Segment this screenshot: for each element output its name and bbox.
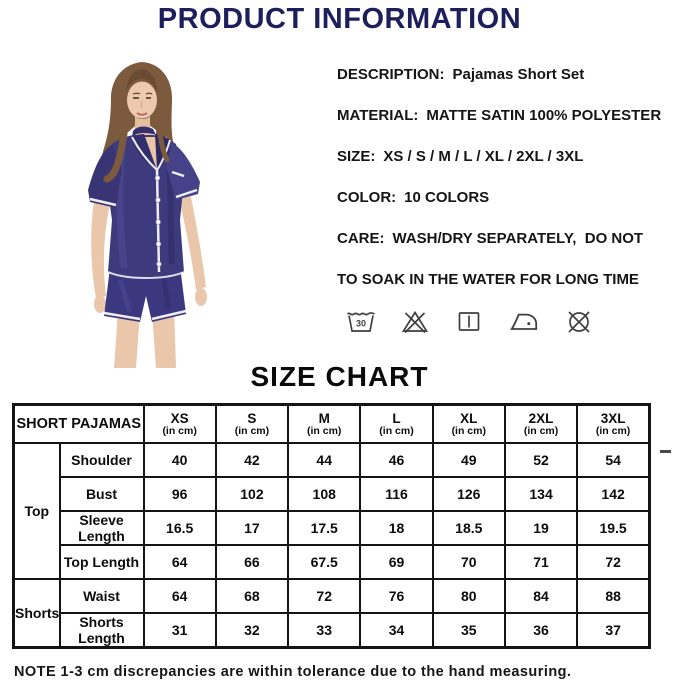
table-cell: 116 bbox=[360, 477, 432, 511]
detail-care bbox=[337, 230, 675, 271]
table-cell: 126 bbox=[433, 477, 505, 511]
corner-header: SHORT PAJAMAS bbox=[14, 405, 144, 444]
table-cell: 18 bbox=[360, 511, 432, 545]
table-cell: 88 bbox=[577, 579, 649, 613]
detail-description bbox=[337, 66, 675, 107]
unit-label: (in cm) bbox=[162, 424, 197, 437]
size-label: L bbox=[392, 410, 401, 426]
wash-temp-label: 30 bbox=[355, 318, 367, 329]
table-cell: 44 bbox=[288, 443, 360, 477]
table-cell: 19 bbox=[505, 511, 577, 545]
drip-dry-icon bbox=[453, 304, 485, 338]
table-cell: 84 bbox=[505, 579, 577, 613]
row-label: Shorts Length bbox=[60, 613, 144, 648]
table-cell: 17 bbox=[216, 511, 288, 545]
size-label: S bbox=[247, 410, 257, 426]
unit-label: (in cm) bbox=[379, 424, 414, 437]
table-cell: 42 bbox=[216, 443, 288, 477]
unit-label: (in cm) bbox=[595, 424, 631, 437]
detail-label: MATERIAL: bbox=[337, 107, 419, 124]
detail-size bbox=[337, 148, 675, 189]
left-hand bbox=[94, 295, 106, 313]
table-cell: 69 bbox=[360, 545, 432, 579]
pajama-model-illustration bbox=[60, 50, 330, 370]
table-cell: 67.5 bbox=[288, 545, 360, 579]
size-label: 2XL bbox=[528, 410, 554, 426]
button bbox=[156, 220, 161, 225]
table-row bbox=[14, 579, 650, 613]
table-cell: 37 bbox=[577, 613, 649, 648]
table-cell: 31 bbox=[144, 613, 216, 648]
size-chart-heading: SIZE CHART bbox=[250, 361, 429, 392]
detail-label: SIZE: bbox=[337, 148, 376, 165]
right-hand bbox=[195, 288, 207, 306]
size-label: 3XL bbox=[600, 410, 626, 426]
unit-label: (in cm) bbox=[307, 424, 342, 437]
size-label: XS bbox=[170, 410, 189, 426]
table-cell: 72 bbox=[577, 545, 649, 579]
detail-color bbox=[337, 189, 675, 230]
detail-material bbox=[337, 107, 675, 148]
stray-dash-mark bbox=[660, 450, 671, 453]
detail-value: XS / S / M / L / XL / 2XL / 3XL bbox=[383, 148, 584, 165]
iron-icon bbox=[507, 304, 541, 338]
detail-label: DESCRIPTION: bbox=[337, 66, 445, 83]
table-row bbox=[14, 443, 650, 477]
col-header-xs bbox=[144, 405, 216, 444]
table-cell: 108 bbox=[288, 477, 360, 511]
group-shorts: Shorts bbox=[14, 579, 60, 648]
table-cell: 52 bbox=[505, 443, 577, 477]
detail-value: Pajamas Short Set bbox=[452, 66, 585, 83]
left-forearm bbox=[91, 200, 110, 298]
table-row bbox=[14, 511, 650, 545]
button bbox=[156, 198, 161, 203]
row-label: Waist bbox=[60, 579, 144, 613]
iron-dot bbox=[527, 322, 530, 325]
unit-label: (in cm) bbox=[234, 424, 270, 437]
size-chart-table bbox=[12, 403, 651, 649]
table-cell: 19.5 bbox=[577, 511, 649, 545]
table-cell: 80 bbox=[433, 579, 505, 613]
table-cell: 54 bbox=[577, 443, 649, 477]
detail-label: COLOR: bbox=[337, 189, 397, 206]
col-header-2xl bbox=[505, 405, 577, 444]
detail-value: MATTE SATIN 100% POLYESTER bbox=[426, 107, 662, 124]
button bbox=[155, 176, 160, 181]
table-row bbox=[14, 613, 650, 648]
col-header-3xl bbox=[577, 405, 649, 444]
model-photo bbox=[60, 50, 330, 370]
table-header-row bbox=[14, 405, 650, 444]
table-cell: 68 bbox=[216, 579, 288, 613]
table-cell: 66 bbox=[216, 545, 288, 579]
table-cell: 33 bbox=[288, 613, 360, 648]
table-cell: 32 bbox=[216, 613, 288, 648]
table-cell: 96 bbox=[144, 477, 216, 511]
table-cell: 134 bbox=[505, 477, 577, 511]
row-label: Sleeve Length bbox=[60, 511, 144, 545]
detail-label: CARE: bbox=[337, 230, 385, 247]
detail-value: WASH/DRY SEPARATELY, DO NOT bbox=[392, 230, 644, 247]
table-cell: 40 bbox=[144, 443, 216, 477]
table-cell: 64 bbox=[144, 579, 216, 613]
right-forearm bbox=[178, 192, 206, 290]
table-cell: 16.5 bbox=[144, 511, 216, 545]
table-cell: 18.5 bbox=[433, 511, 505, 545]
table-cell: 102 bbox=[216, 477, 288, 511]
tolerance-note: NOTE 1-3 cm discrepancies are within tolerance due to the hand measuring. bbox=[14, 664, 572, 680]
row-label: Bust bbox=[60, 477, 144, 511]
do-not-dry-clean-icon bbox=[563, 304, 595, 338]
table-cell: 36 bbox=[505, 613, 577, 648]
do-not-bleach-icon bbox=[399, 304, 431, 338]
table-cell: 34 bbox=[360, 613, 432, 648]
care-symbols bbox=[345, 303, 595, 339]
product-details bbox=[337, 66, 675, 312]
table-cell: 70 bbox=[433, 545, 505, 579]
col-header-s bbox=[216, 405, 288, 444]
table-cell: 49 bbox=[433, 443, 505, 477]
wash-30-icon bbox=[345, 304, 377, 338]
table-cell: 17.5 bbox=[288, 511, 360, 545]
table-row bbox=[14, 477, 650, 511]
page-title: PRODUCT INFORMATION bbox=[157, 3, 522, 35]
table-row bbox=[14, 545, 650, 579]
group-top: Top bbox=[14, 443, 60, 579]
row-label: Shoulder bbox=[60, 443, 144, 477]
detail-value: 10 COLORS bbox=[404, 189, 490, 206]
unit-label: (in cm) bbox=[523, 424, 559, 437]
table-cell: 71 bbox=[505, 545, 577, 579]
unit-label: (in cm) bbox=[451, 424, 486, 437]
face bbox=[127, 82, 157, 119]
table-cell: 76 bbox=[360, 579, 432, 613]
col-header-m bbox=[288, 405, 360, 444]
detail-value: TO SOAK IN THE WATER FOR LONG TIME bbox=[337, 271, 639, 288]
table-cell: 72 bbox=[288, 579, 360, 613]
button bbox=[156, 242, 161, 247]
table-cell: 35 bbox=[433, 613, 505, 648]
col-header-l bbox=[360, 405, 432, 444]
table-cell: 46 bbox=[360, 443, 432, 477]
table-cell: 64 bbox=[144, 545, 216, 579]
col-header-xl bbox=[433, 405, 505, 444]
row-label: Top Length bbox=[60, 545, 144, 579]
button bbox=[157, 262, 162, 267]
table-cell: 142 bbox=[577, 477, 649, 511]
size-label: XL bbox=[460, 410, 478, 426]
size-label: M bbox=[318, 410, 330, 426]
